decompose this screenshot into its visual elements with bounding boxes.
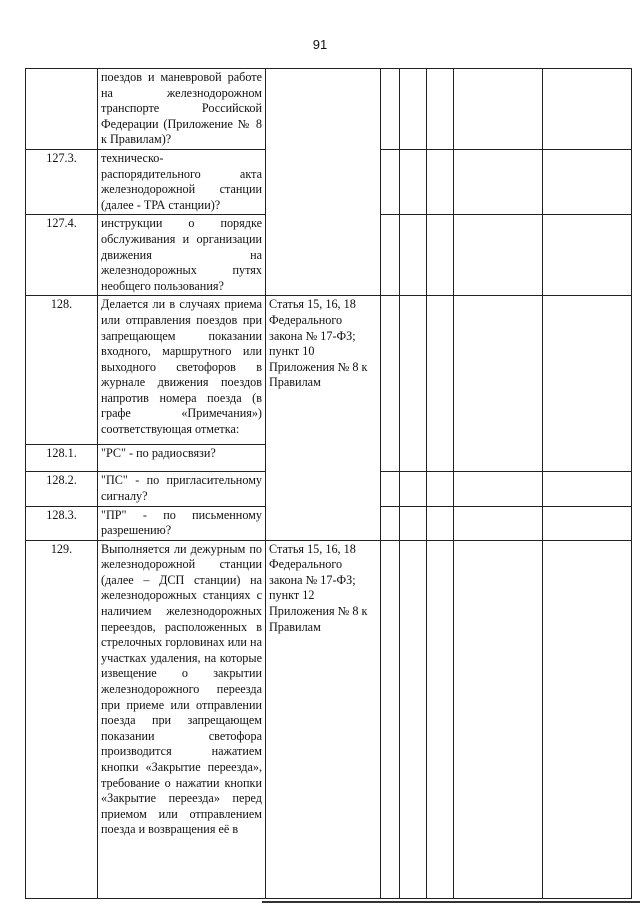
table-row — [26, 296, 632, 445]
legal-reference-cell: Статья 15, 16, 18 Федерального закона № 17-ФЗ; пункт 10 Приложения № 8 к Правилам — [266, 296, 381, 540]
answer-cell — [381, 149, 400, 214]
answer-cell — [543, 540, 632, 898]
answer-cell — [427, 540, 454, 898]
answer-cell — [543, 69, 632, 150]
row-question: Выполняется ли дежурным по железнодорожной станции (далее – ДСП станции) на железнодорожных станциях с наличием железнодорожных переездов, расположенных в стрелочных горловинах или на участках удаления, на которые извещение о закрытии железнодорожного переезда при приеме или отправлении поезда при запрещающем показании светофора производится нажатием кнопки «Закрытие переезда», требование о нажатии кнопки «Закрытие переезда» перед приемом или отправлением поезда и возвращения её в — [98, 540, 266, 898]
answer-cell — [454, 506, 543, 540]
answer-cell — [381, 540, 400, 898]
answer-cell — [543, 215, 632, 296]
legal-reference-cell: Статья 15, 16, 18 Федерального закона № 17-ФЗ; пункт 12 Приложения № 8 к Правилам — [266, 540, 381, 898]
answer-cell — [543, 472, 632, 506]
row-number: 128.2. — [26, 472, 98, 506]
answer-cell — [427, 506, 454, 540]
row-number: 128.3. — [26, 506, 98, 540]
answer-cell — [427, 472, 454, 506]
answer-cell — [400, 296, 427, 472]
answer-cell — [454, 472, 543, 506]
answer-cell — [427, 296, 454, 472]
answer-cell — [454, 215, 543, 296]
answer-cell — [381, 506, 400, 540]
row-question: "ПР" - по письменному разрешению? — [98, 506, 266, 540]
table-row — [26, 540, 632, 898]
table-row — [26, 69, 632, 150]
row-question: техническо-распорядительного акта железнодорожной станции (далее - ТРА станции)? — [98, 149, 266, 214]
answer-cell — [427, 215, 454, 296]
answer-cell — [400, 506, 427, 540]
answer-cell — [400, 69, 427, 150]
row-number: 127.4. — [26, 215, 98, 296]
row-number: 128. — [26, 296, 98, 445]
answer-cell — [400, 149, 427, 214]
row-number: 127.3. — [26, 149, 98, 214]
answer-cell — [543, 149, 632, 214]
answer-cell — [454, 69, 543, 150]
row-question: поездов и маневровой работе на железнодорожном транспорте Российской Федерации (Приложение № 8 к Правилам)? — [98, 69, 266, 150]
answer-cell — [381, 472, 400, 506]
answer-cell — [543, 506, 632, 540]
row-question: инструкции о порядке обслуживания и организации движения на железнодорожных путях необщего пользования? — [98, 215, 266, 296]
answer-cell — [427, 149, 454, 214]
checklist-table — [25, 68, 632, 899]
answer-cell — [454, 540, 543, 898]
answer-cell — [454, 296, 543, 472]
answer-cell — [381, 215, 400, 296]
row-number: 129. — [26, 540, 98, 898]
row-question: "РС" - по радиосвязи? — [98, 445, 266, 472]
answer-cell — [400, 472, 427, 506]
row-question: "ПС" - по пригласительному сигналу? — [98, 472, 266, 506]
answer-cell — [427, 69, 454, 150]
answer-cell — [543, 296, 632, 472]
page-number: 91 — [312, 37, 328, 52]
legal-reference-cell — [266, 69, 381, 296]
answer-cell — [381, 69, 400, 150]
row-question: Делается ли в случаях приема или отправления поездов при запрещающем показании входного, маршрутного или выходного светофоров в журнале движения поездов напротив номера поезда (в графе «Примечания») соответствующая отметка: — [98, 296, 266, 445]
bottom-scan-edge — [262, 901, 640, 903]
row-number — [26, 69, 98, 150]
answer-cell — [400, 215, 427, 296]
row-number: 128.1. — [26, 445, 98, 472]
answer-cell — [400, 540, 427, 898]
answer-cell — [454, 149, 543, 214]
answer-cell — [381, 296, 400, 472]
